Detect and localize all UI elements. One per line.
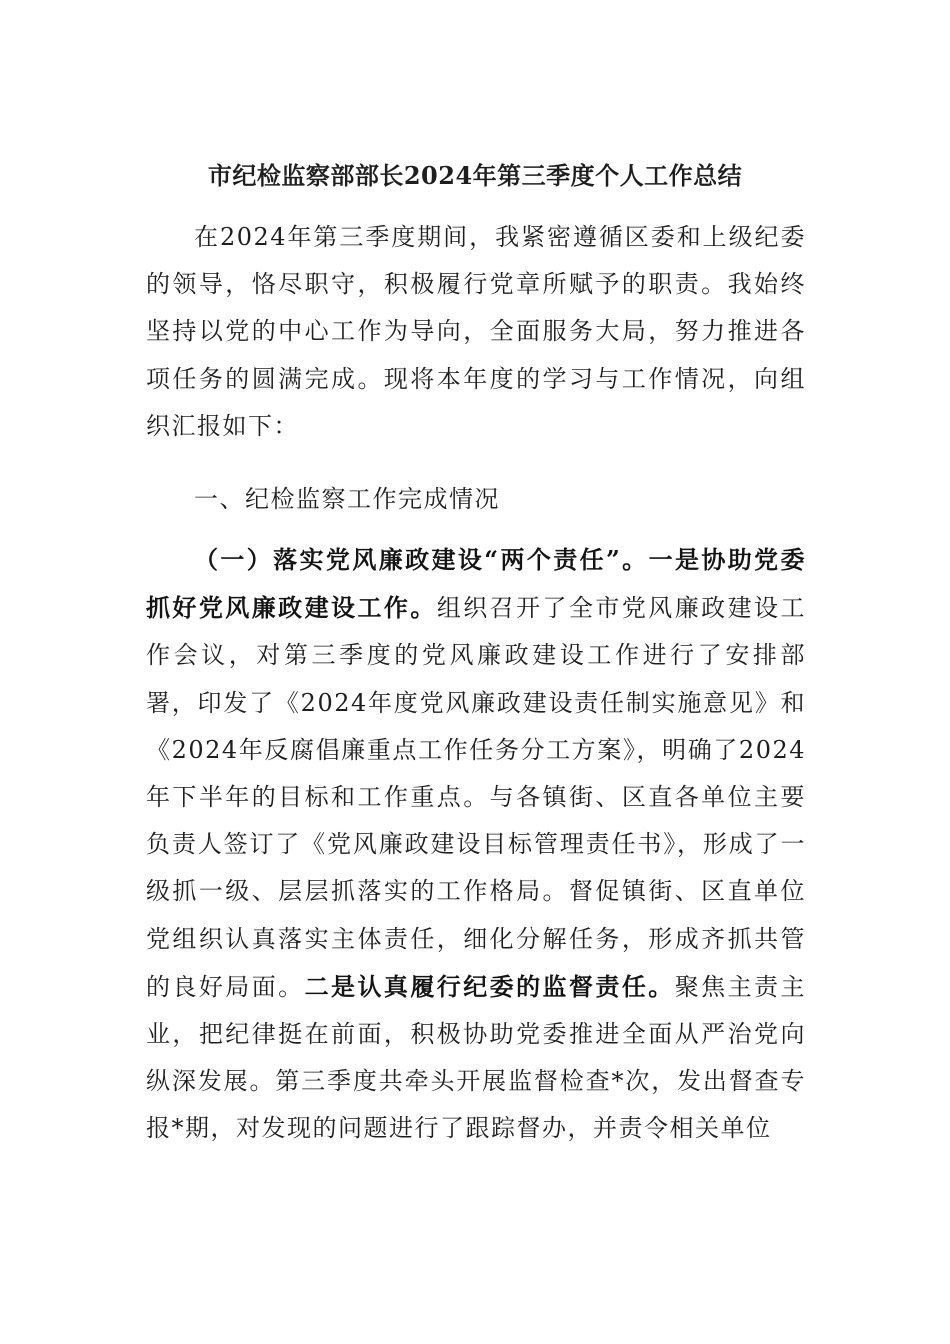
intro-paragraph: 在2024年第三季度期间，我紧密遵循区委和上级纪委的领导，恪尽职守，积极履行党章所赋予的职责。我始终坚持以党的中心工作为导向，全面服务大局，努力推进各项任务的圆满完成。现将本年度的学习与工作情况，向组织汇报如下： — [146, 223, 806, 440]
document-title: 市纪检监察部部长2024年第三季度个人工作总结 — [207, 161, 743, 190]
point-two-body: 聚焦主责主业，把纪律挺在前面，积极协助党委推进全面从严治党向纵深发展。第三季度共牵头开展监督检查*次，发出督查专报*期，对发现的问题进行了跟踪督办，并责令相关单位 — [146, 972, 806, 1143]
section-heading: 一、纪检监察工作完成情况 — [194, 485, 500, 513]
subsection-title: （一）落实党风廉政建设“两个责任”。 — [194, 545, 649, 574]
point-one-body: 组织召开了全市党风廉政建设工作会议，对第三季度的党风廉政建设工作进行了安排部署，印发了《2024年度党风廉政建设责任制实施意见》和《2024年反腐倡廉重点工作任务分工方案》，明确了2024年下半年的目标和工作重点。与各镇街、区直各单位主要负责人签订了《党风廉政建设目标管理责任书》，形成了一级抓一级、层层抓落实的工作格局。督促镇街、区直单位党组织认真落实主体责任，细化分解任务，形成齐抓共管的良好局面。 — [146, 594, 806, 1001]
point-two-title: 二是认真履行纪委的监督责任。 — [304, 971, 675, 1001]
point-one-title: 一是协助党委抓好党风廉政建设工作。 — [146, 545, 807, 623]
section-paragraph — [146, 536, 806, 1153]
